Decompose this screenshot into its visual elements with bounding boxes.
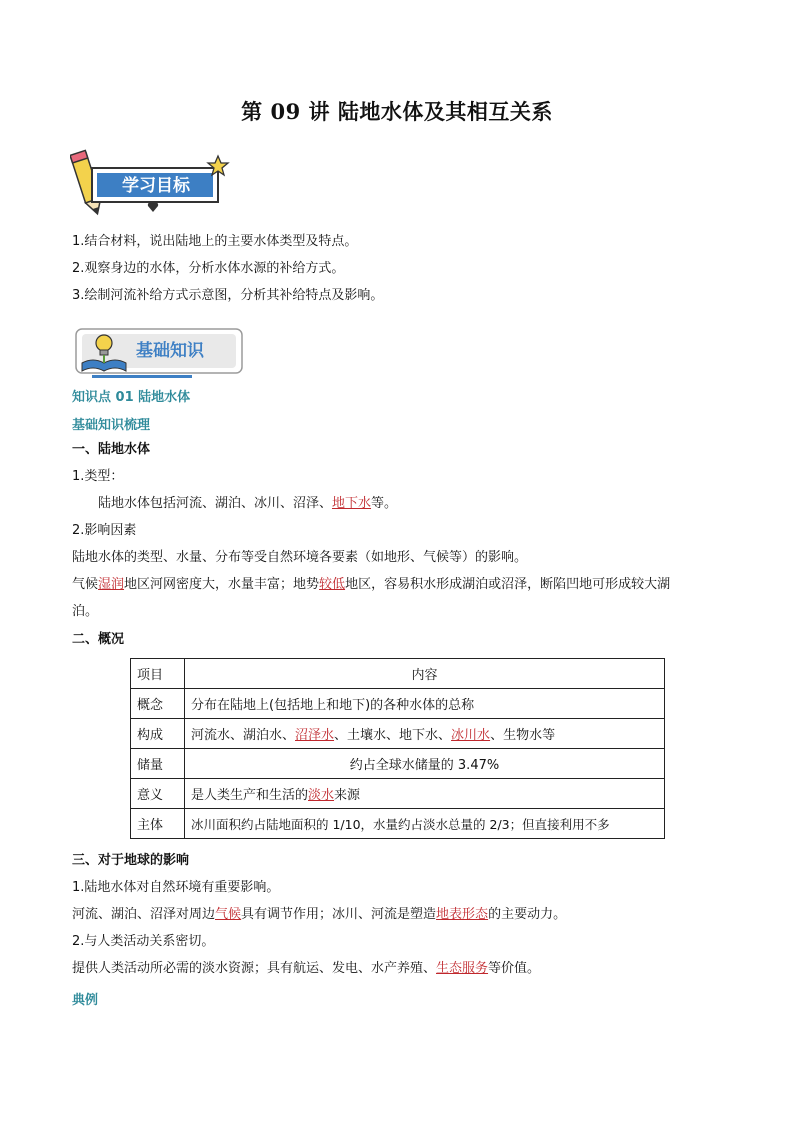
- subheading: 2.与人类活动关系密切。: [72, 934, 215, 949]
- highlight-term: 冰川水: [451, 728, 491, 743]
- text: 河流水、湖泊水、: [191, 728, 296, 743]
- table-row: [131, 749, 665, 779]
- table-row: [131, 689, 665, 719]
- factor-line: 陆地水体的类型、水量、分布等受自然环境各要素（如地形、气候等）的影响。: [72, 550, 528, 565]
- text: 气候: [72, 577, 99, 592]
- table-header-cell: 内容: [185, 659, 665, 689]
- text: 的主要动力。: [488, 907, 567, 922]
- text: 、生物水等: [490, 728, 556, 743]
- section-heading: 二、概况: [72, 632, 125, 647]
- table-cell: 概念: [131, 689, 185, 719]
- table-cell: 分布在陆地上(包括地上和地下)的各种水体的总称: [185, 689, 665, 719]
- table-row: [131, 659, 665, 689]
- text: 地区，容易积水形成湖泊或沼泽，断陷凹地可形成较大湖: [345, 577, 671, 592]
- highlight-term: 较低: [319, 577, 346, 592]
- factor-detail-line-2: 泊。: [72, 604, 99, 619]
- highlight-term: 淡水: [308, 788, 335, 803]
- section-heading: 一、陆地水体: [72, 442, 151, 457]
- knowledge-point-title: 知识点 01 陆地水体: [72, 390, 191, 405]
- basic-knowledge-label: 基础知识: [136, 341, 204, 361]
- value-line: [72, 960, 540, 978]
- table-row: [131, 719, 665, 749]
- learning-goals-banner: [70, 148, 235, 220]
- table-cell: [185, 779, 665, 809]
- table-cell: 约占全球水储量的 3.47%: [185, 749, 665, 779]
- basic-knowledge-banner: [72, 325, 247, 381]
- factor-detail-line: [72, 576, 670, 594]
- text: 等。: [371, 496, 398, 511]
- table-header-cell: 项目: [131, 659, 185, 689]
- overview-table: [130, 658, 665, 839]
- types-line: [98, 495, 397, 513]
- table-cell: 主体: [131, 809, 185, 839]
- goal-item: 3.绘制河流补给方式示意图，分析其补给特点及影响。: [72, 288, 384, 303]
- sort-title: 基础知识梳理: [72, 418, 151, 433]
- section-heading: 三、对于地球的影响: [72, 853, 190, 868]
- text: 具有调节作用；冰川、河流是塑造: [241, 907, 437, 922]
- example-label: 典例: [72, 993, 99, 1008]
- table-cell: 冰川面积约占陆地面积的 1/10，水量约占淡水总量的 2/3；但直接利用不多: [185, 809, 665, 839]
- learning-goals-label: 学习目标: [122, 176, 190, 196]
- effect-line: [72, 906, 566, 924]
- highlight-term: 湿润: [98, 577, 125, 592]
- page-title: 第 09 讲 陆地水体及其相互关系: [241, 99, 553, 124]
- highlight-term: 地表形态: [436, 907, 489, 922]
- text: 、土壤水、地下水、: [334, 728, 452, 743]
- text: 来源: [334, 788, 361, 803]
- text: 地区河网密度大，水量丰富；地势: [124, 577, 320, 592]
- highlight-term: 地下水: [332, 496, 372, 511]
- text: 等价值。: [488, 961, 541, 976]
- table-row: [131, 809, 665, 839]
- goal-item: 2.观察身边的水体，分析水体水源的补给方式。: [72, 261, 345, 276]
- table-cell: 构成: [131, 719, 185, 749]
- subheading: 2.影响因素: [72, 523, 137, 538]
- table-row: [131, 779, 665, 809]
- table-cell: 储量: [131, 749, 185, 779]
- subheading: 1.类型：: [72, 469, 124, 484]
- table-cell: [185, 719, 665, 749]
- highlight-term: 沼泽水: [295, 728, 335, 743]
- highlight-term: 生态服务: [436, 961, 489, 976]
- text: 是人类生产和生活的: [191, 788, 309, 803]
- table-cell: 意义: [131, 779, 185, 809]
- subheading: 1.陆地水体对自然环境有重要影响。: [72, 880, 280, 895]
- goal-item: 1.结合材料，说出陆地上的主要水体类型及特点。: [72, 234, 358, 249]
- highlight-term: 气候: [215, 907, 242, 922]
- text: 陆地水体包括河流、湖泊、冰川、沼泽、: [98, 496, 333, 511]
- text: 提供人类活动所必需的淡水资源；具有航运、发电、水产养殖、: [72, 961, 437, 976]
- text: 河流、湖泊、沼泽对周边: [72, 907, 216, 922]
